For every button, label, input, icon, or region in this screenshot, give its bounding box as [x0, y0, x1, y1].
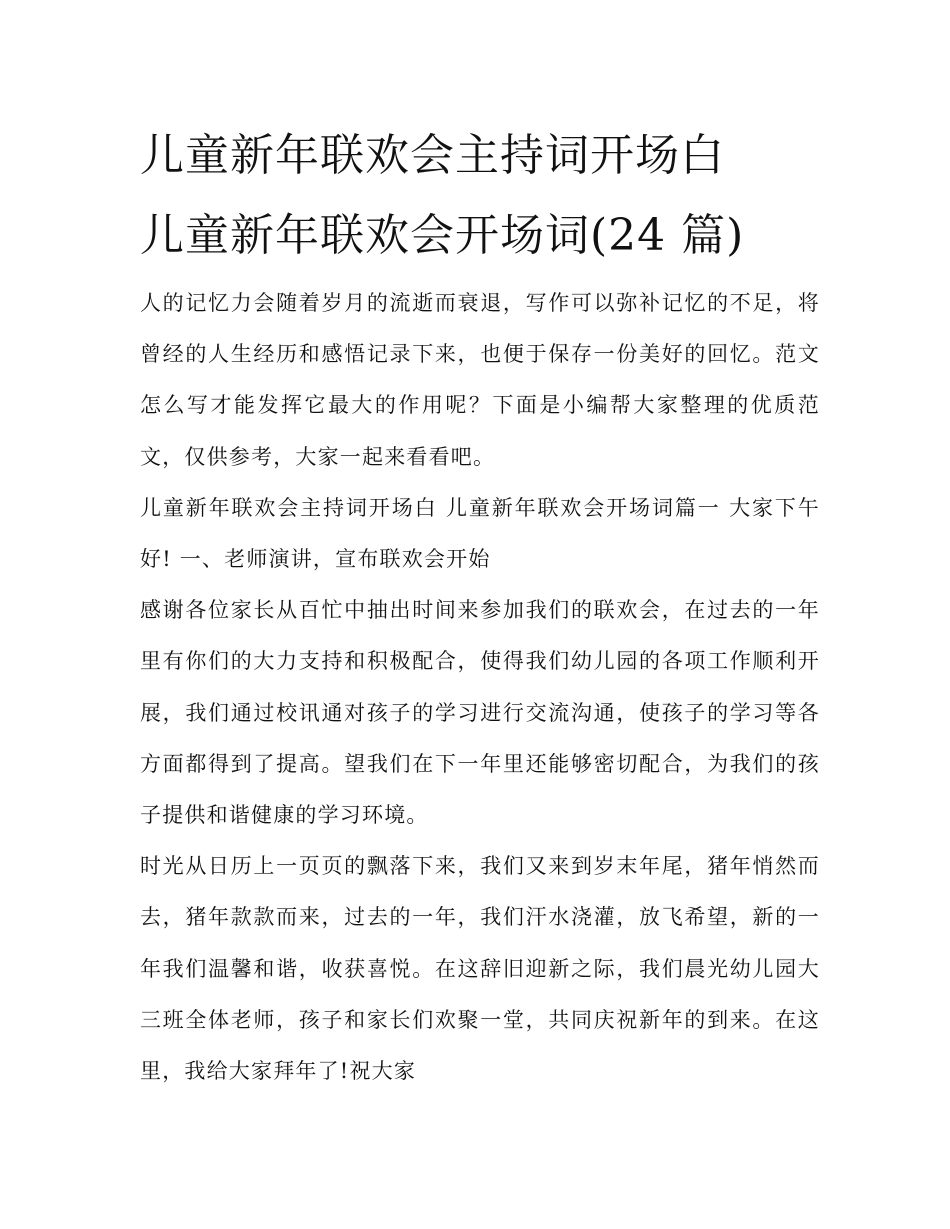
- document-title-line-1: 儿童新年联欢会主持词开场白: [140, 130, 725, 181]
- document-body: [140, 278, 820, 1097]
- paragraph-thanks: 感谢各位家长从百忙中抽出时间来参加我们的联欢会，在过去的一年里有你们的大力支持和积极配合，使得我们幼儿园的各项工作顺利开展，我们通过校讯通对孩子的学习进行交流沟通，使孩子的学习等各方面都得到了提高。望我们在下一年里还能够密切配合，为我们的孩子提供和谐健康的学习环境。: [140, 598, 820, 828]
- paragraph-section-heading: 儿童新年联欢会主持词开场白 儿童新年联欢会开场词篇一 大家下午好! 一、老师演讲，宣布联欢会开始: [140, 495, 820, 572]
- paragraph-new-year: 时光从日历上一页页的飘落下来，我们又来到岁末年尾，猪年悄然而去，猪年款款而来，过去的一年，我们汗水浇灌，放飞希望，新的一年我们温馨和谐，收获喜悦。在这辞旧迎新之际，我们晨光幼儿园大三班全体老师，孩子和家长们欢聚一堂，共同庆祝新年的到来。在这里，我给大家拜年了!祝大家: [140, 854, 820, 1084]
- document-title: [140, 116, 820, 276]
- document-title-line-2: 儿童新年联欢会开场词(24 篇): [140, 210, 745, 261]
- paragraph-intro: 人的记忆力会随着岁月的流逝而衰退，写作可以弥补记忆的不足，将曾经的人生经历和感悟记录下来，也便于保存一份美好的回忆。范文怎么写才能发挥它最大的作用呢？下面是小编帮大家整理的优质范文，仅供参考，大家一起来看看吧。: [140, 291, 820, 469]
